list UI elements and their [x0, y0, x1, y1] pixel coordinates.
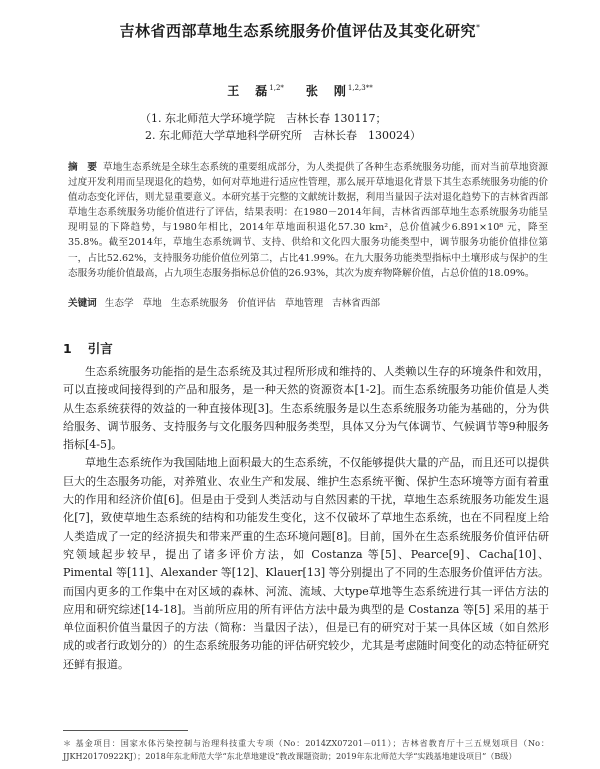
paper-title: [40, 20, 560, 41]
author-1-affil-mark: 1,2*: [269, 84, 284, 92]
keyword: 吉林省西部: [332, 298, 381, 309]
title-text: 吉林省西部草地生态系统服务价值评估及其变化研究: [119, 22, 476, 40]
author-line: [0, 82, 600, 99]
author-1: [227, 84, 284, 98]
author-2-name: 张 刚: [305, 84, 348, 98]
keywords: [68, 297, 548, 311]
author-1-name: 王 磊: [227, 84, 270, 98]
title-footnote-mark: *: [476, 23, 481, 32]
abstract-label: 摘 要: [68, 162, 98, 173]
footnote: ＊ 基金项目：国家水体污染控制与治理科技重大专项（No：2014ZX07201－011）；吉林省教育厅十三五规划项目（No：JJKH20170922KJ）；2018年东北师范大学“东北草地建设”教改课题资助；2019年东北师范大学“实践基地建设项目”（B级）: [63, 738, 549, 761]
keyword: 草地管理: [284, 298, 324, 309]
section-number: 1: [63, 341, 72, 356]
keywords-label: 关键词: [68, 298, 97, 309]
keyword: 价值评估: [237, 298, 276, 309]
abstract-text: 草地生态系统是全球生态系统的重要组成部分，为人类提供了各种生态系统服务功能，而对当前草地资源过度开发利用而呈现退化的趋势，如何对草地进行适应性管理，那么展开草地退化背景下其生态系统服务功能的价值动态变化评估，则尤显重要意义。本研究基于完整的文献统计数据，利用当量因子法对退化趋势下的吉林省西部草地生态系统服务功能价值进行了评估，结果表明：在1980－2014年间，吉林省西部草地生态系统服务功能呈现明显的下降趋势，与1980年相比，2014年草地面积退化57.30 km²，总价值减少6.891×10⁸ 元，降至35.8%。截至2014年，草地生态系统调节、支持、供给和文化四大服务功能类型中，调节服务功能价值排位第一，占比52.62%，支持服务功能价值位列第二，占比41.99%。在九大服务功能类型指标中土壤形成与保护的生态服务功能价值最高，占九项生态服务指标总价值的26.93%，其次为废弃物降解价值，占总价值的18.09%。: [68, 162, 549, 279]
keyword: 生态学: [104, 298, 134, 309]
keyword: 草地: [142, 298, 162, 309]
abstract: [68, 160, 548, 281]
paragraph-1: 生态系统服务功能指的是生态系统及其过程所形成和维持的、人类赖以生存的环境条件和效用，可以直接或间接得到的产品和服务，是一种天然的资源资本[1-2]。而生态系统服务功能价值是人类从生态系统获得的效益的一种直接体现[3]。生态系统服务是以生态系统服务功能为基础的，分为供给服务、调节服务、支持服务与文化服务四种服务类型，具体又分为气体调节、气候调节等9种服务指标[4-5]。: [63, 365, 549, 452]
footnote-divider: [63, 730, 188, 731]
affiliation-1: （1. 东北师范大学环境学院 吉林长春 130117；: [140, 112, 387, 125]
keyword: 生态系统服务: [170, 298, 229, 309]
body-text: [63, 363, 549, 674]
paragraph-2: 草地生态系统作为我国陆地上面积最大的生态系统，不仅能够提供大量的产品，而且还可以提供巨大的生态服务功能，对养殖业、农业生产和发展、维护生态系统平衡、保护生态环境等方面有着重大的作用和经济价值[6]。但是由于受到人类活动与自然因素的干扰，草地生态系统服务功能发生退化[7]，致使草地生态系统的结构和功能发生变化，这不仅破坏了草地生态系统，也在不同程度上给人类造成了一定的经济损失和带来严重的生态环境问题[8]。目前，国外在生态系统服务价值评估研究领域起步较早，提出了诸多评价方法，如 Costanza 等[5]、Pearce[9]、Cacha[10]、Pimental 等[11]、Alexander 等[12]、Klauer[13] 等分别提出了不同的生态服务价值评估方法。而国内更多的工作集中在对区域的森林、河流、流域、大type草地等生态系统进行其一评估方法的应用和研究综述[14-18]。当前所应用的所有评估方法中最为典型的是 Costanza 等[5] 采用的基于单位面积价值当量因子的方法（简称：当量因子法），但是已有的研究对于某一具体区域（如自然形成的或者行政划分的）的生态系统服务功能的评估研究较少，尤其是考虑随时间变化的动态特征研究还鲜有报道。: [63, 456, 549, 671]
author-2: [306, 84, 373, 98]
section-heading: [63, 339, 113, 357]
section-title: 引言: [87, 341, 113, 356]
affiliation-2: 2. 东北师范大学草地科学研究所 吉林长春 130024）: [145, 129, 421, 142]
author-2-affil-mark: 1,2,3**: [347, 84, 373, 92]
